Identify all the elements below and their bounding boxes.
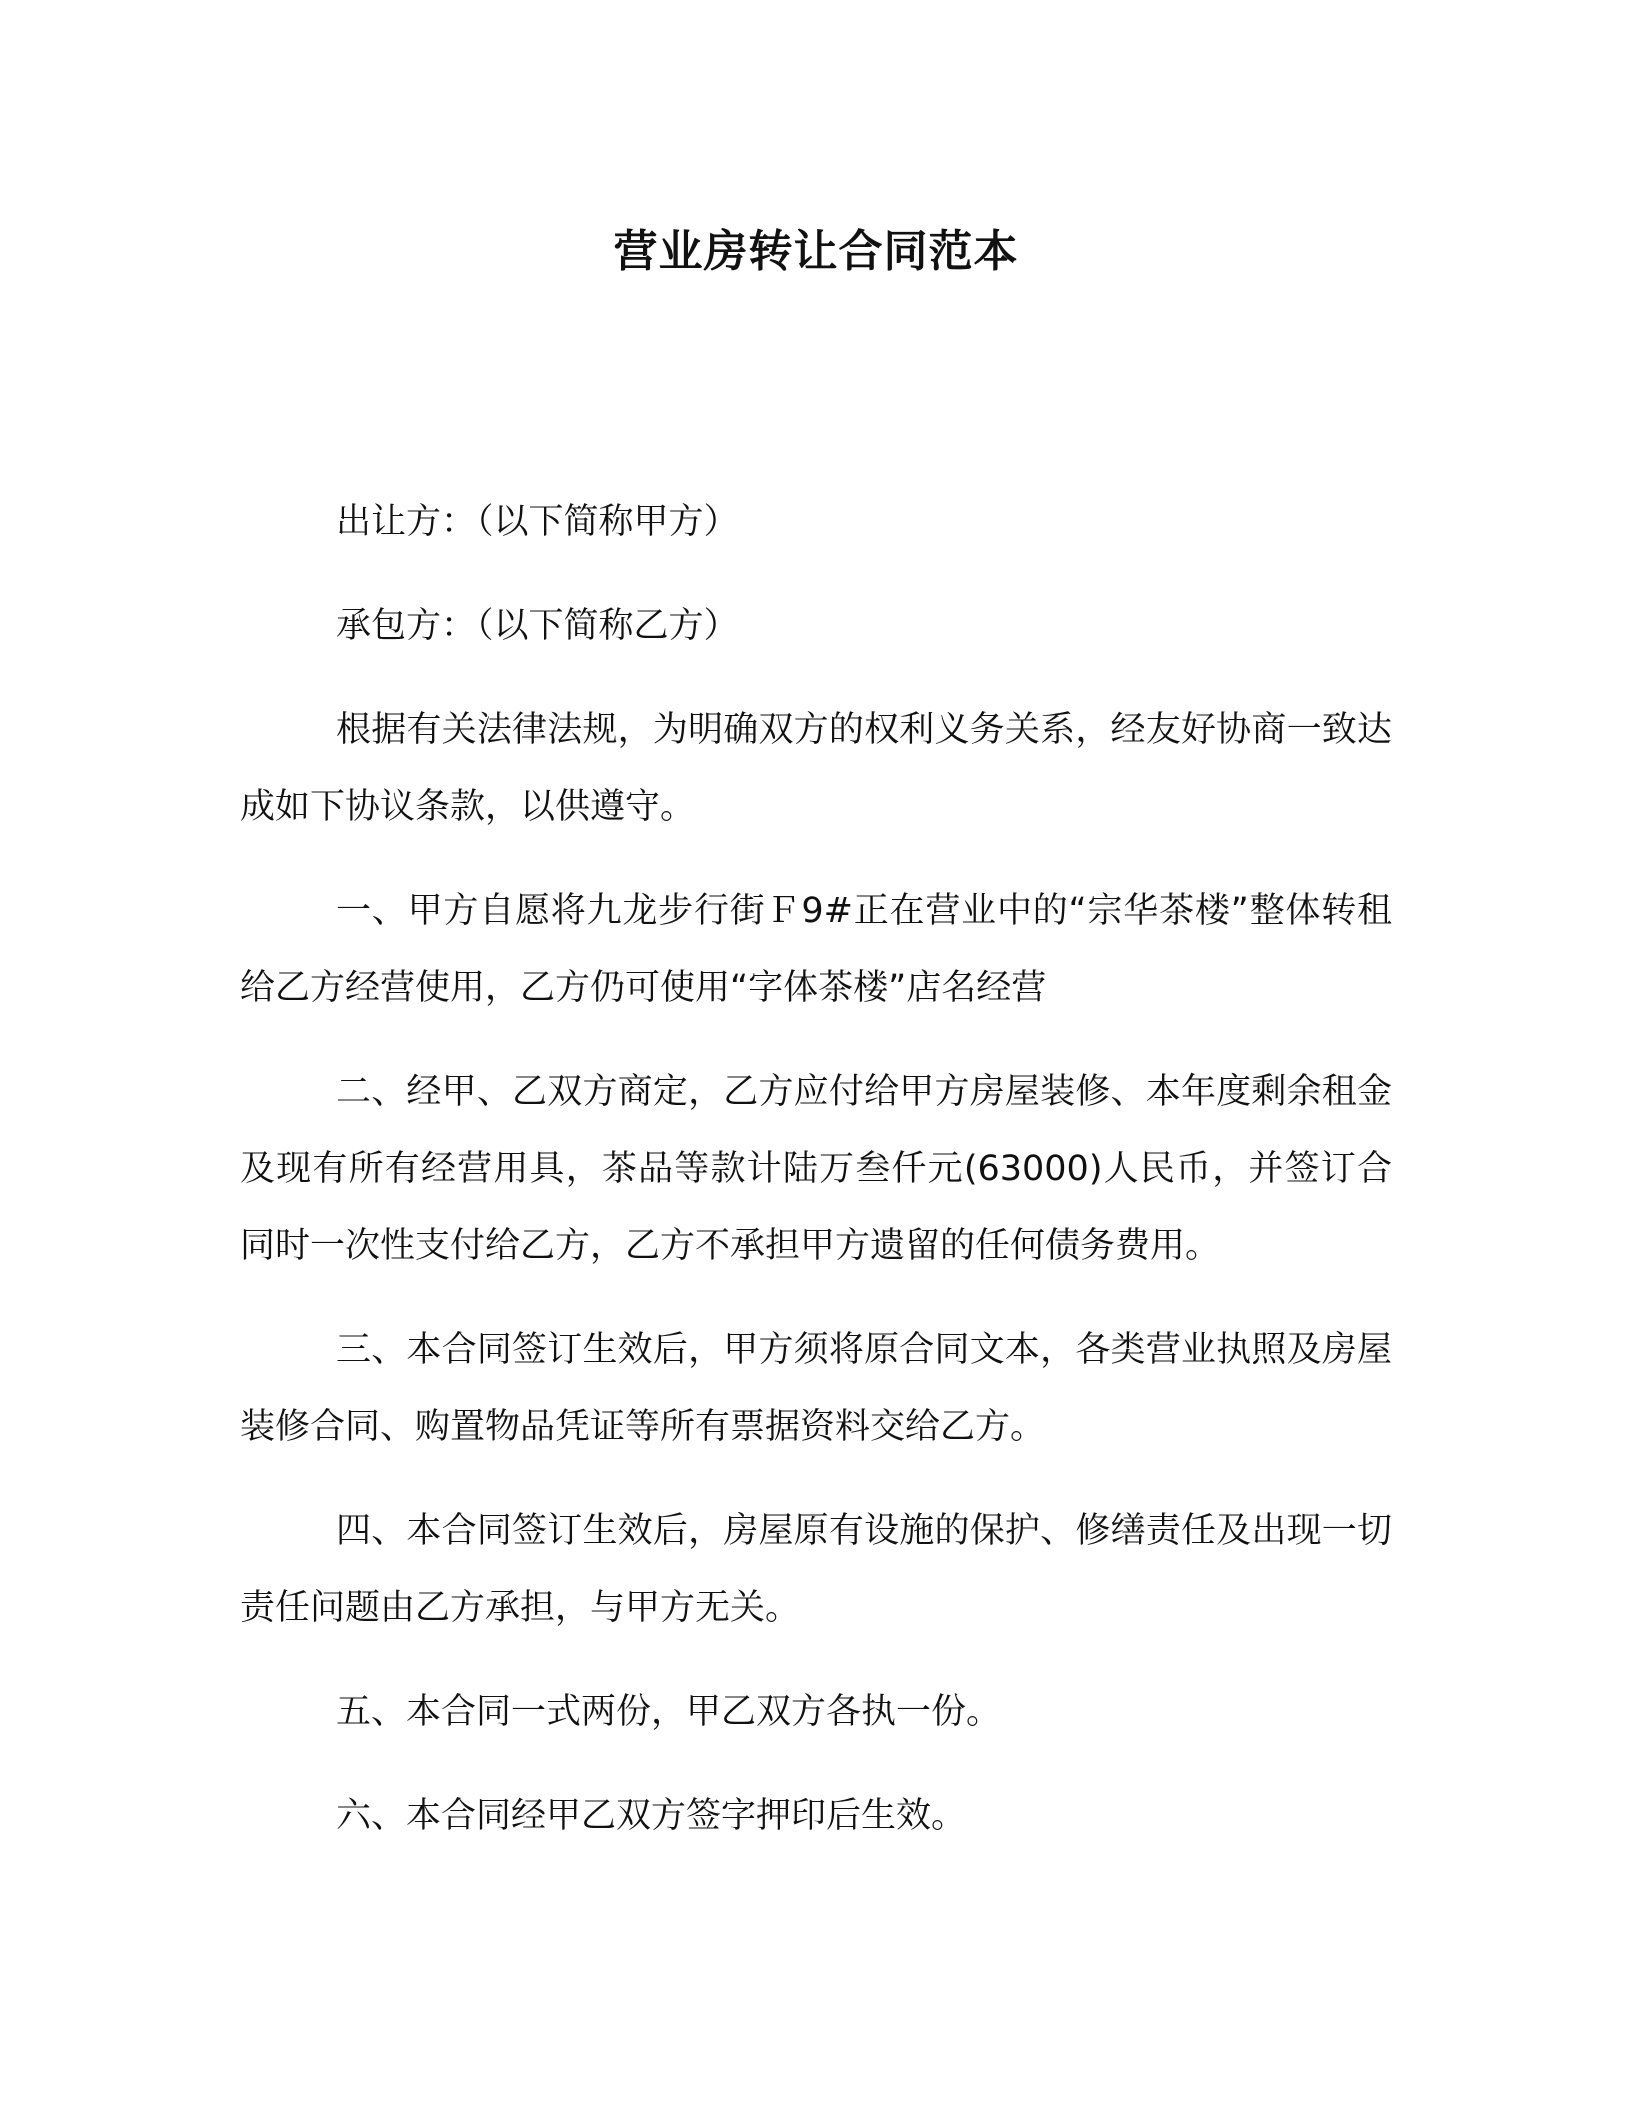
party-transferor: 出让方：（以下简称甲方） bbox=[336, 502, 739, 542]
party-transferee: 承包方：（以下简称乙方） bbox=[336, 606, 739, 646]
preamble-paragraph: 根据有关法律法规，为明确双方的权利义务关系，经友好协商一致达成如下协议条款，以供遵守。 bbox=[240, 710, 1392, 827]
clause-1: 一、甲方自愿将九龙步行街Ｆ9#正在营业中的“宗华茶楼”整体转租给乙方经营使用，乙方仍可使用“字体茶楼”店名经营 bbox=[240, 891, 1392, 1008]
document-title: 营业房转让合同范本 bbox=[613, 226, 1019, 277]
document-body bbox=[240, 484, 1392, 1882]
clause-3: 三、本合同签订生效后，甲方须将原合同文本，各类营业执照及房屋装修合同、购置物品凭证等所有票据资料交给乙方。 bbox=[240, 1330, 1392, 1447]
clause-6: 六、本合同经甲乙双方签字押印后生效。 bbox=[336, 1796, 967, 1836]
clause-2: 二、经甲、乙双方商定，乙方应付给甲方房屋装修、本年度剩余租金及现有所有经营用具，茶品等款计陆万叁仟元(63000)人民币，并签订合同时一次性支付给乙方，乙方不承担甲方遗留的任何债务费用。 bbox=[240, 1072, 1392, 1266]
clause-5: 五、本合同一式两份，甲乙双方各执一份。 bbox=[336, 1692, 1002, 1732]
clause-4: 四、本合同签订生效后，房屋原有设施的保护、修缮责任及出现一切责任问题由乙方承担，与甲方无关。 bbox=[240, 1511, 1392, 1628]
